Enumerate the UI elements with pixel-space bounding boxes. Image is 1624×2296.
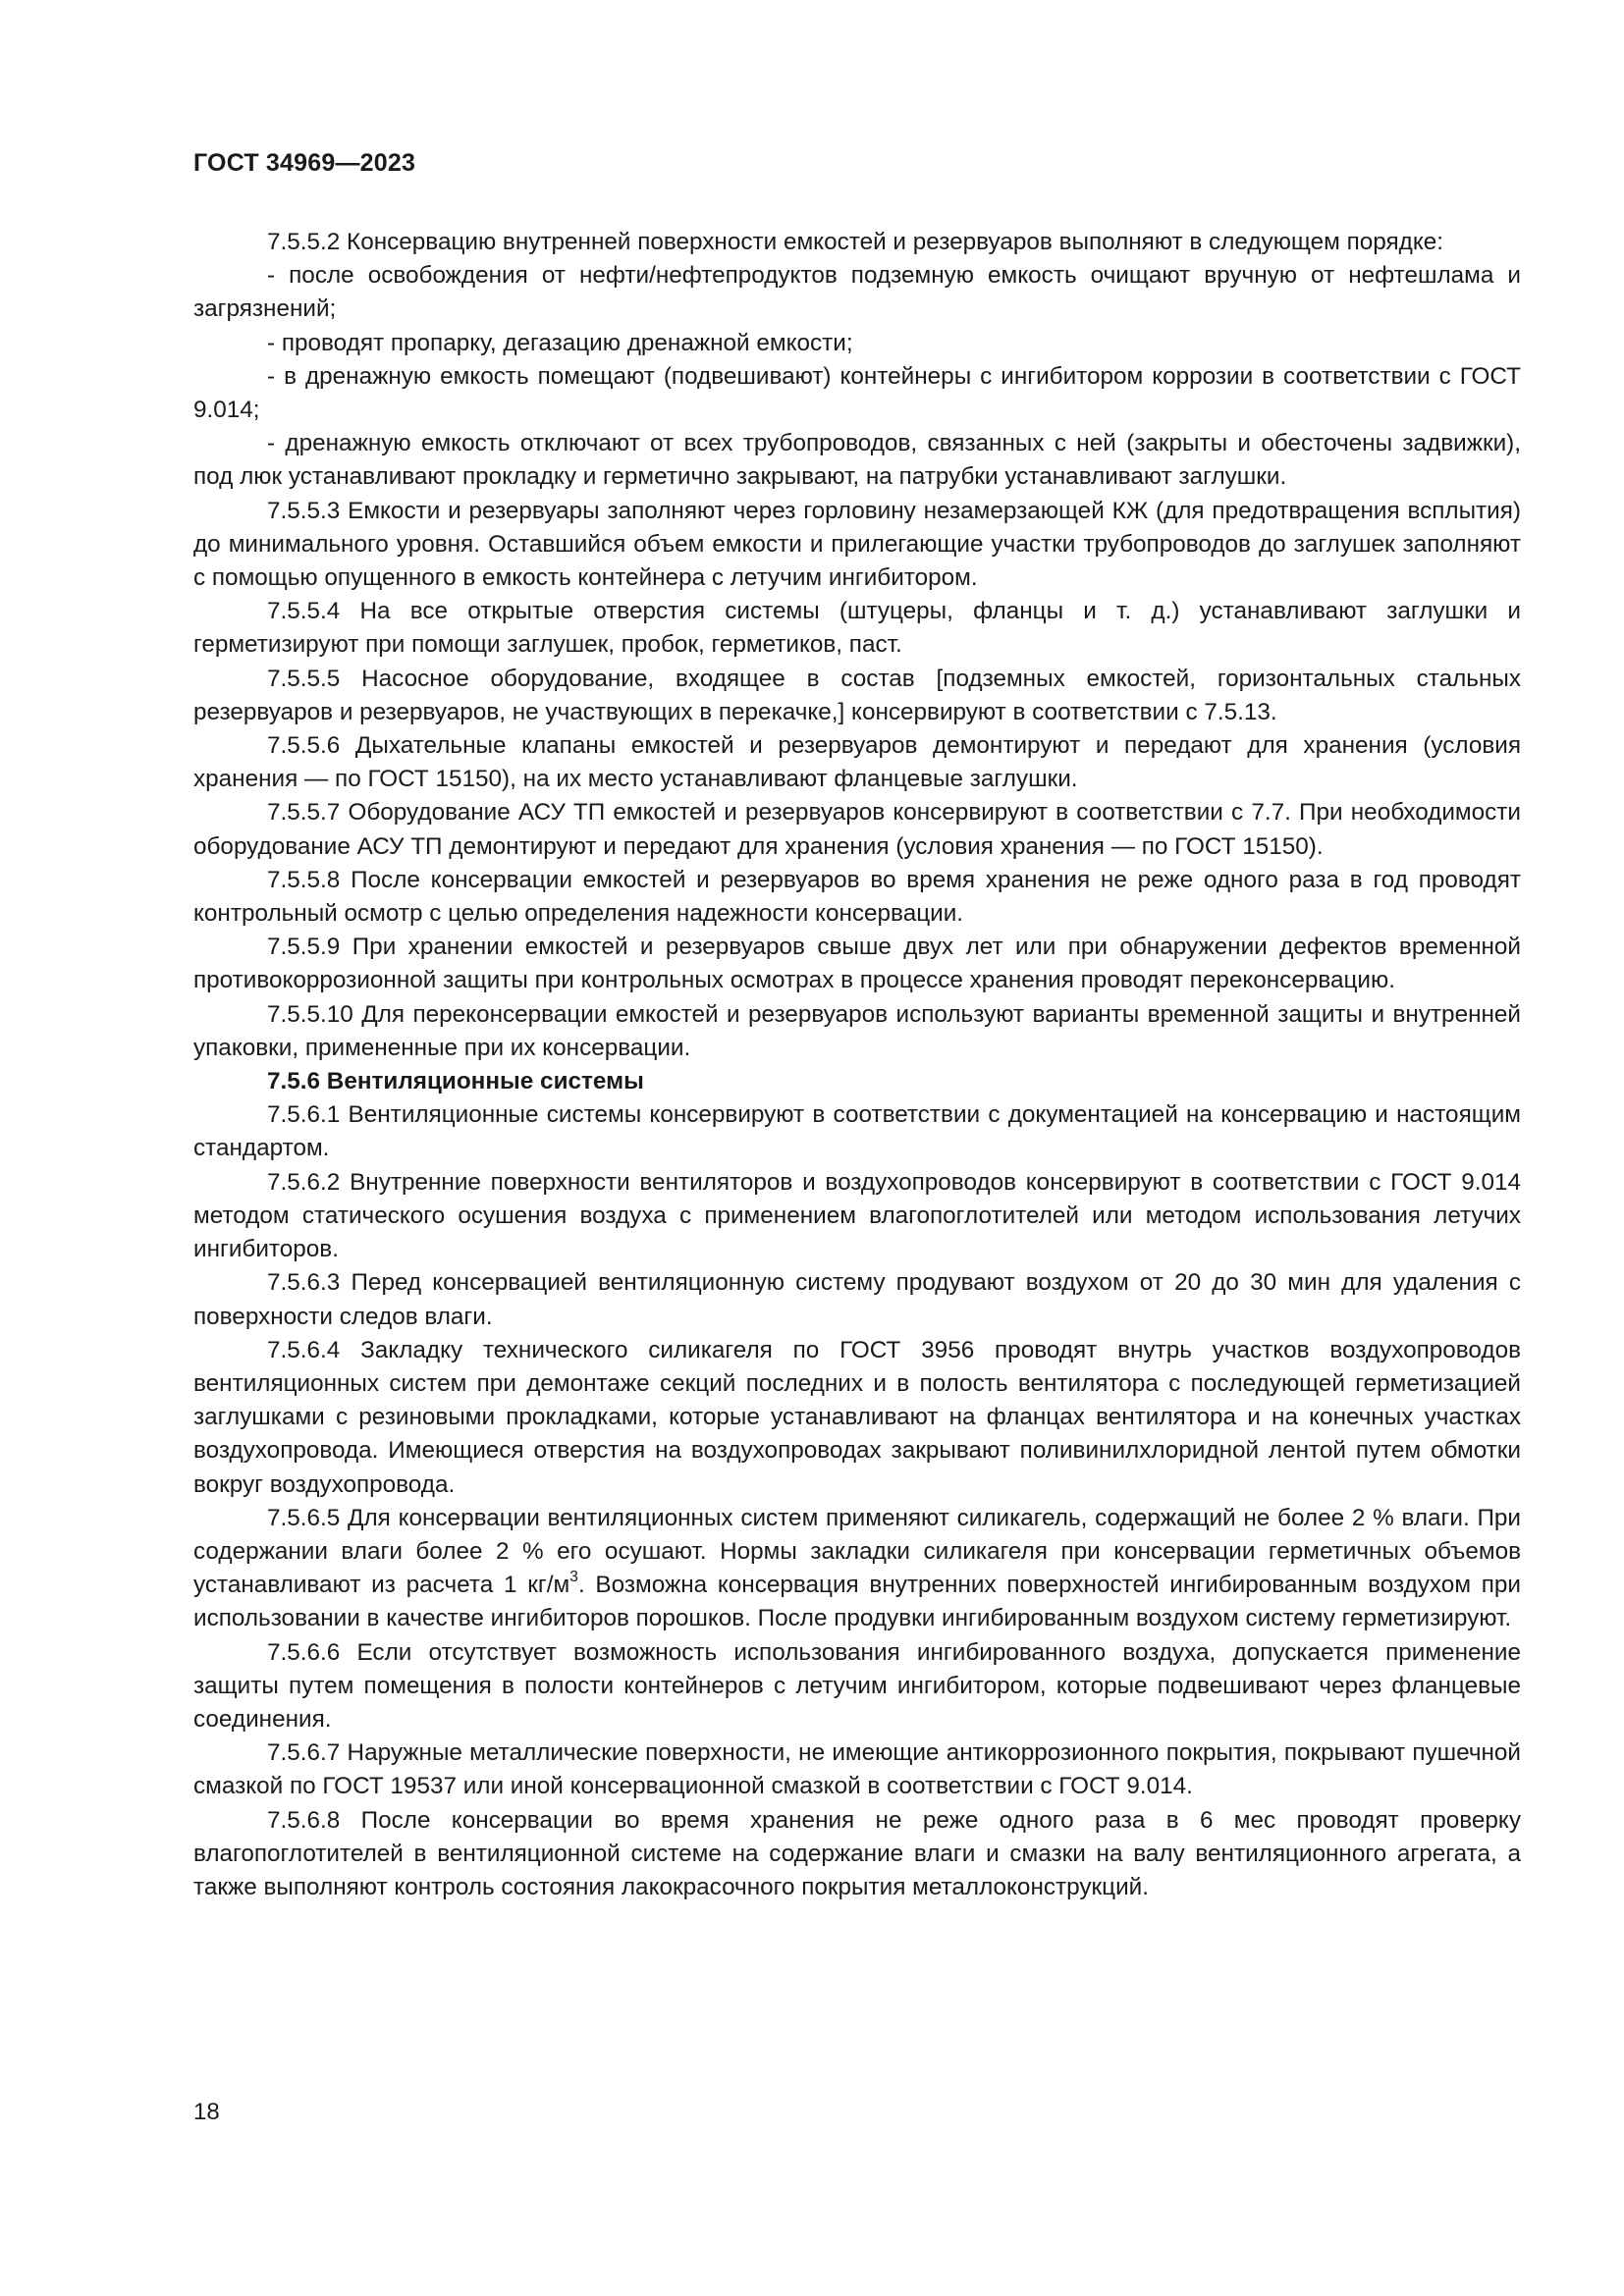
document-body [193, 226, 1521, 1904]
paragraph-7-5-5-10: 7.5.5.10 Для переконсервации емкостей и резервуаров используют варианты временной защиты и внутренней упаковки, примененные при их консервации. [193, 1000, 1521, 1061]
paragraph-7-5-5-7: 7.5.5.7 Оборудование АСУ ТП емкостей и резервуаров консервируют в соответствии с 7.7. При необходимости оборудование АСУ ТП демонтируют и передают для хранения (условия хранения — по ГОСТ 15150). [193, 799, 1521, 860]
paragraph-7-5-5-9: 7.5.5.9 При хранении емкостей и резервуаров свыше двух лет или при обнаружении дефектов временной противокоррозионной защиты при контрольных осмотрах в процессе хранения проводят переконсервацию. [193, 934, 1521, 994]
page-number: 18 [193, 2099, 220, 2125]
superscript-cubic: 3 [569, 1569, 578, 1586]
paragraph-7-5-5-4: 7.5.5.4 На все открытые отверстия системы (штуцеры, фланцы и т. д.) устанавливают заглушки и герметизируют при помощи заглушек, пробок, герметиков, паст. [193, 598, 1521, 659]
paragraph-7-5-5-8: 7.5.5.8 После консервации емкостей и резервуаров во время хранения не реже одного раза в год проводят контрольный осмотр с целью определения надежности консервации. [193, 866, 1521, 928]
paragraph-7-5-5-6: 7.5.5.6 Дыхательные клапаны емкостей и резервуаров демонтируют и передают для хранения (условия хранения — по ГОСТ 15150), на их место устанавливают фланцевые заглушки. [193, 732, 1521, 793]
paragraph-7-5-5-3: 7.5.5.3 Емкости и резервуары заполняют через горловину незамерзающей КЖ (для предотвращения всплытия) до минимального уровня. Оставшийся объем емкости и прилегающие участки трубопроводов до заглушек заполняют с помощью опущенного в емкость контейнера с летучим ингибитором. [193, 497, 1521, 592]
list-item-inhibitor-containers: - в дренажную емкость помещают (подвешивают) контейнеры с ингибитором коррозии в соответствии с ГОСТ 9.014; [193, 362, 1521, 424]
paragraph-7-5-6-7: 7.5.6.7 Наружные металлические поверхности, не имеющие антикоррозионного покрытия, покрывают пушечной смазкой по ГОСТ 19537 или иной консервационной смазкой в соответствии с ГОСТ 9.014. [193, 1739, 1521, 1800]
paragraph-7-5-5-2: 7.5.5.2 Консервацию внутренней поверхности емкостей и резервуаров выполняют в следующем порядке: [267, 229, 1444, 255]
paragraph-7-5-6-8: 7.5.6.8 После консервации во время хранения не реже одного раза в 6 мес проводят проверку влагопоглотителей в вентиляционной системе на содержание влаги и смазки на валу вентиляционного агрегата, а также выполняют контроль состояния лакокрасочного покрытия металлоконструкций. [193, 1806, 1521, 1900]
paragraph-7-5-6-3: 7.5.6.3 Перед консервацией вентиляционную систему продувают воздухом от 20 до 30 мин для удаления с поверхности следов влаги. [193, 1269, 1521, 1330]
paragraph-7-5-6-5-text: 7.5.6.5 Для консервации вентиляционных систем применяют силикагель, содержащий не более 2 % влаги. При содержании влаги более 2 % его осушают. Нормы закладки силикагеля при консервации герметичных объемов устанавливают из расчета 1 кг/м [193, 1504, 1521, 1599]
paragraph-7-5-6-4: 7.5.6.4 Закладку технического силикагеля по ГОСТ 3956 проводят внутрь участков воздухопроводов вентиляционных систем при демонтаже секций последних и в полость вентилятора с последующей герметизацией заглушками с резиновыми прокладками, которые устанавливают на фланцах вентилятора и на конечных участках воздухопровода. Имеющиеся отверстия на воздухопроводах закрывают поливинилхлоридной лентой путем обмотки вокруг воздухопровода. [193, 1336, 1521, 1498]
section-heading-7-5-6: 7.5.6 Вентиляционные системы [267, 1068, 644, 1095]
list-item-steaming: - проводят пропарку, дегазацию дренажной емкости; [267, 329, 853, 356]
document-standard-title: ГОСТ 34969—2023 [193, 149, 416, 177]
paragraph-7-5-6-5 [193, 1502, 1521, 1636]
paragraph-7-5-6-5-continuation: . Возможна консервация внутренних поверхностей ингибированным воздухом при использовании в качестве ингибиторов порошков. После продувки ингибированным воздухом систему герметизируют. [193, 1572, 1522, 1632]
paragraph-7-5-6-6: 7.5.6.6 Если отсутствует возможность использования ингибированного воздуха, допускается применение защиты путем помещения в полости контейнеров с летучим ингибитором, которые подвешивают через фланцевые соединения. [193, 1638, 1521, 1733]
paragraph-7-5-5-5: 7.5.5.5 Насосное оборудование, входящее в состав [подземных емкостей, горизонтальных стальных резервуаров и резервуаров, не участвующих в перекачке,] консервируют в соответствии с 7.5.13. [193, 665, 1521, 725]
paragraph-7-5-6-2: 7.5.6.2 Внутренние поверхности вентиляторов и воздухопроводов консервируют в соответствии с ГОСТ 9.014 методом статического осушения воздуха с применением влагопоглотителей или методом использования летучих ингибиторов. [193, 1168, 1521, 1263]
paragraph-7-5-6-1: 7.5.6.1 Вентиляционные системы консервируют в соответствии с документацией на консервацию и настоящим стандартом. [193, 1101, 1521, 1162]
list-item-cleaning: - после освобождения от нефти/нефтепродуктов подземную емкость очищают вручную от нефтешлама и загрязнений; [193, 262, 1521, 323]
list-item-disconnect-pipelines: - дренажную емкость отключают от всех трубопроводов, связанных с ней (закрыты и обесточены задвижки), под люк устанавливают прокладку и герметично закрывают, на патрубки устанавливают заглушки. [193, 430, 1521, 491]
